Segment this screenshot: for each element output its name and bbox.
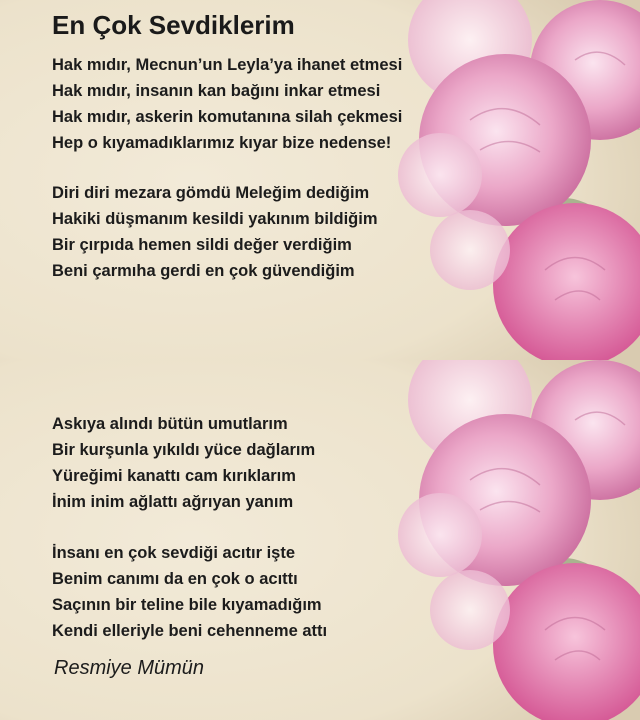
poem-line: Kendi elleriyle beni cehenneme attı — [52, 622, 328, 640]
poem-line: Yüreğimi kanattı cam kırıklarım — [52, 467, 296, 485]
stanza-1 — [52, 52, 402, 156]
poem-line: Hakiki düşmanım kesildi yakınım bildiğim — [52, 210, 378, 228]
poem-author: Resmiye Mümün — [54, 657, 205, 679]
poem-line: Benim canımı da en çok o acıttı — [52, 570, 298, 588]
poem-line: Hak mıdır, Mecnun’un Leyla’ya ihanet etmesi — [52, 56, 403, 74]
poem-line: Diri diri mezara gömdü Meleğim dediğim — [52, 184, 370, 202]
poem-line: Bir çırpıda hemen sildi değer verdiğim — [52, 236, 352, 254]
poem-title: En Çok Sevdiklerim — [52, 10, 295, 40]
poem-line: Hak mıdır, askerin komutanına silah çekmesi — [52, 108, 403, 126]
poem-line: Saçının bir teline bile kıyamadığım — [52, 596, 322, 614]
stanza-4 — [52, 540, 327, 644]
poem-line: Bir kurşunla yıkıldı yüce dağlarım — [52, 441, 316, 459]
poem-line: Askıya alındı bütün umutlarım — [52, 415, 288, 433]
poem-line: İnsanı en çok sevdiği acıtır işte — [52, 544, 296, 562]
stanza-2 — [52, 180, 378, 284]
stanza-3 — [52, 411, 315, 515]
poem-line: İnim inim ağlattı ağrıyan yanım — [52, 493, 294, 511]
poem-card-bottom — [0, 360, 640, 720]
poem-line: Beni çarmıha gerdi en çok güvendiğim — [52, 262, 355, 280]
poem-line: Hak mıdır, insanın kan bağını inkar etmesi — [52, 82, 381, 100]
poem-line: Hep o kıyamadıklarımız kıyar bize nedense! — [52, 134, 392, 152]
